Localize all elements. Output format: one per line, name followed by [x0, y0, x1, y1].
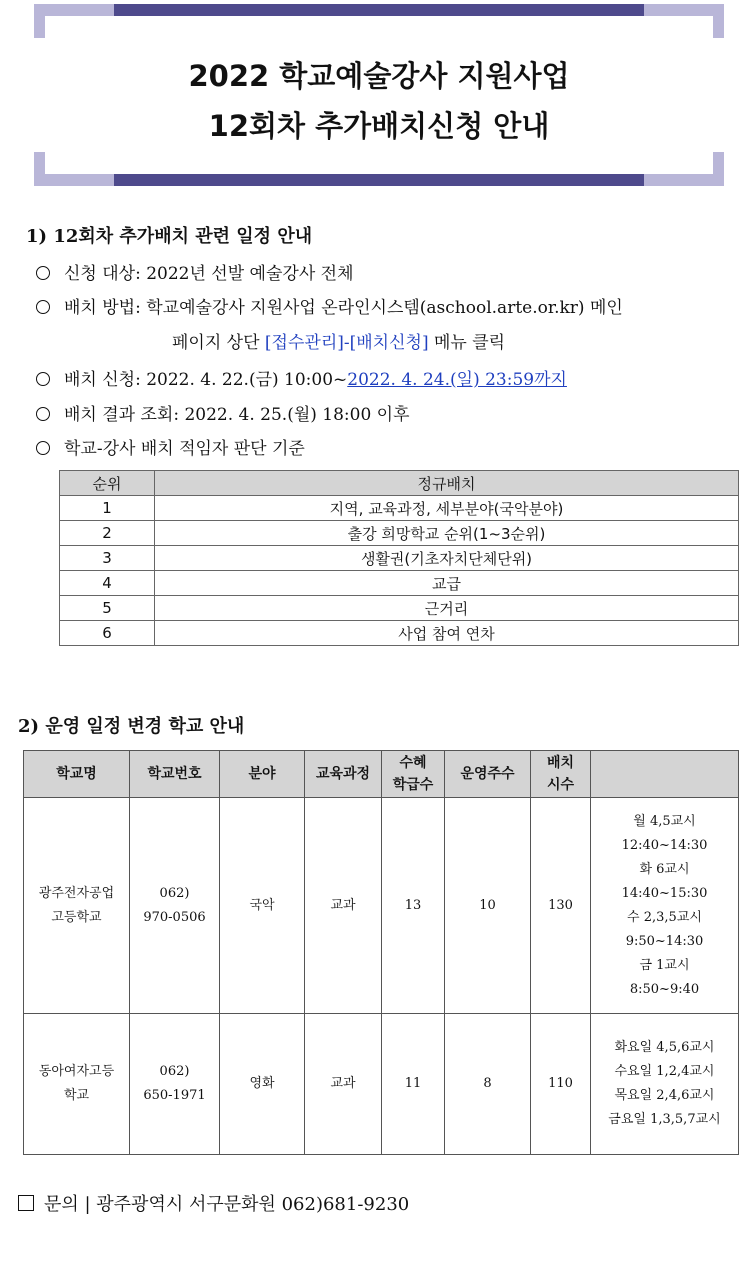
- table-header-row: [60, 471, 739, 496]
- apply-deadline-link[interactable]: 2022. 4. 24.(일) 23:59까지: [347, 370, 567, 390]
- criteria-cell: 사업 참여 연차: [155, 621, 739, 646]
- criteria-cell: 생활권(기초자치단체단위): [155, 546, 739, 571]
- method-item-cont: [172, 328, 505, 353]
- header-rank: 순위: [60, 471, 155, 496]
- rank-cell: 6: [60, 621, 155, 646]
- course-cell: 교과: [305, 1014, 382, 1155]
- section2-heading-num: 2): [18, 716, 40, 737]
- section1-heading-text: 12회차 추가배치 관련 일정 안내: [53, 226, 313, 247]
- circle-bullet-icon: [36, 300, 50, 314]
- course-cell: 교과: [305, 798, 382, 1014]
- field-cell: 영화: [220, 1014, 305, 1155]
- header-field: 분야: [220, 751, 305, 798]
- target-text: 신청 대상: 2022년 선발 예술강사 전체: [64, 264, 354, 284]
- schedule-cell: 월 4,5교시 12:40~14:30 화 6교시 14:40~15:30 수 2,3,5교시 9:50~14:30 금 1교시 8:50~9:40: [591, 798, 739, 1014]
- banner-tick: [34, 152, 45, 174]
- number-cell: 062) 650-1971: [130, 1014, 220, 1155]
- number-cell: 062) 970-0506: [130, 798, 220, 1014]
- table-row: [24, 798, 739, 1014]
- banner-tick: [713, 16, 724, 38]
- header-schedule: [591, 751, 739, 798]
- rank-cell: 5: [60, 596, 155, 621]
- table-row: [60, 621, 739, 646]
- header-regular: 정규배치: [155, 471, 739, 496]
- hours-cell: 130: [531, 798, 591, 1014]
- criteria-text: 학교-강사 배치 적임자 판단 기준: [64, 439, 305, 459]
- method-cont-post: 메뉴 클릭: [428, 333, 506, 353]
- criteria-cell: 출강 희망학교 순위(1~3순위): [155, 521, 739, 546]
- school-cell: 광주전자공업 고등학교: [24, 798, 130, 1014]
- page-title-line1: 2022 학교예술강사 지원사업: [188, 59, 570, 93]
- apply-item: [36, 365, 567, 390]
- table-row: [24, 1014, 739, 1155]
- banner-top-bar: [34, 4, 724, 16]
- rank-cell: 1: [60, 496, 155, 521]
- circle-bullet-icon: [36, 441, 50, 455]
- criteria-cell: 교급: [155, 571, 739, 596]
- classes-cell: 11: [382, 1014, 445, 1155]
- checkbox-square-icon: [18, 1195, 34, 1211]
- school-cell: 동아여자고등 학교: [24, 1014, 130, 1155]
- section1-heading-num: 1): [26, 226, 48, 247]
- section1-heading: [26, 222, 312, 248]
- header-weeks: 운영주수: [445, 751, 531, 798]
- method-cont-pre: 페이지 상단: [172, 333, 265, 353]
- table-row: [60, 546, 739, 571]
- contact-text: 문의 | 광주광역시 서구문화원 062)681-9230: [44, 1194, 410, 1215]
- table-row: [60, 521, 739, 546]
- hours-cell: 110: [531, 1014, 591, 1155]
- criteria-item: [36, 434, 305, 459]
- rank-cell: 2: [60, 521, 155, 546]
- circle-bullet-icon: [36, 407, 50, 421]
- table-header-row: [24, 751, 739, 798]
- weeks-cell: 10: [445, 798, 531, 1014]
- target-item: [36, 259, 354, 284]
- header-number: 학교번호: [130, 751, 220, 798]
- schedule-table: [23, 750, 739, 1155]
- header-hours: 배치 시수: [531, 751, 591, 798]
- result-text: 배치 결과 조회: 2022. 4. 25.(월) 18:00 이후: [64, 405, 410, 425]
- header-classes: 수혜 학급수: [382, 751, 445, 798]
- criteria-table: [59, 470, 739, 646]
- rank-cell: 3: [60, 546, 155, 571]
- criteria-cell: 근거리: [155, 596, 739, 621]
- header-course: 교육과정: [305, 751, 382, 798]
- section2-heading-text: 운영 일정 변경 학교 안내: [45, 716, 245, 737]
- circle-bullet-icon: [36, 372, 50, 386]
- rank-cell: 4: [60, 571, 155, 596]
- banner-bottom-bar: [34, 174, 724, 186]
- banner-tick: [34, 16, 45, 38]
- banner-tick: [713, 152, 724, 174]
- apply-text: 배치 신청: 2022. 4. 22.(금) 10:00~: [64, 370, 348, 390]
- method-text: 배치 방법: 학교예술강사 지원사업 온라인시스템(aschool.arte.or.kr) 메인: [64, 298, 623, 318]
- criteria-cell: 지역, 교육과정, 세부분야(국악분야): [155, 496, 739, 521]
- header-school: 학교명: [24, 751, 130, 798]
- method-item: [36, 293, 623, 318]
- section2-heading: [18, 712, 244, 738]
- circle-bullet-icon: [36, 266, 50, 280]
- table-row: [60, 571, 739, 596]
- table-row: [60, 596, 739, 621]
- schedule-cell: 화요일 4,5,6교시 수요일 1,2,4교시 목요일 2,4,6교시 금요일 1,3,5,7교시: [591, 1014, 739, 1155]
- weeks-cell: 8: [445, 1014, 531, 1155]
- result-item: [36, 400, 410, 425]
- page-title-line2: 12회차 추가배치신청 안내: [208, 109, 550, 143]
- title-banner: [34, 4, 724, 186]
- table-row: [60, 496, 739, 521]
- field-cell: 국악: [220, 798, 305, 1014]
- contact-footer: [18, 1190, 409, 1216]
- classes-cell: 13: [382, 798, 445, 1014]
- menu-path: [접수관리]-[배치신청]: [264, 333, 429, 353]
